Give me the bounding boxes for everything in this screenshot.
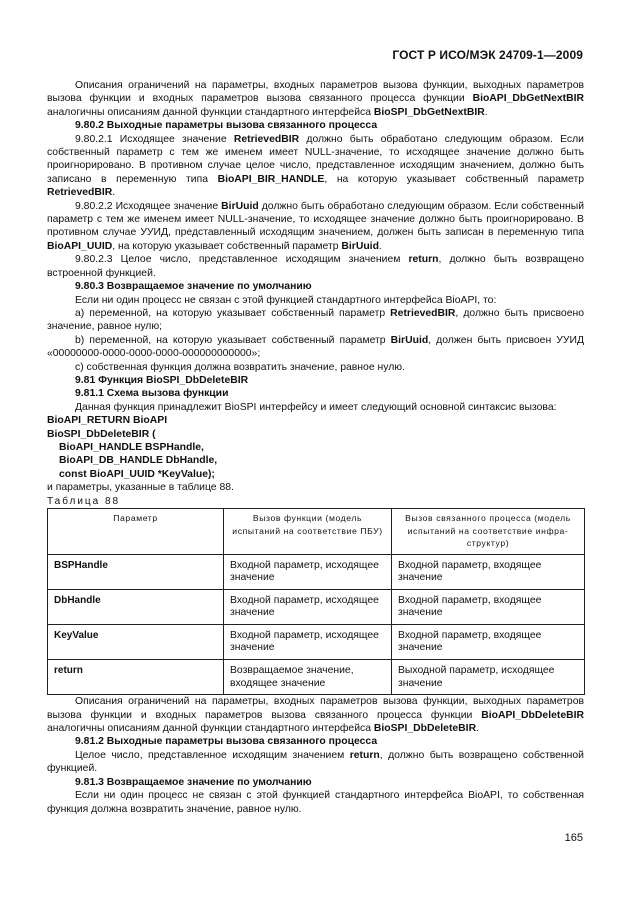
table-row: [48, 624, 585, 659]
parameter-name-cell: BSPHandle: [48, 554, 224, 589]
paragraph: Данная функция принадлежит BioSPI интерфейсу и имеет следующий основной синтаксис вызова:: [75, 401, 557, 413]
table-caption: Таблица 88: [47, 495, 121, 507]
table-cell: Выходной параметр, исходящее значение: [392, 660, 585, 695]
paragraph: 9.80.2.1 Исходящее значение RetrievedBIR должно быть обработано следующим образом. Если собственный параметр с тем же именем имеет NULL-значение, то исходящее значение должно быть проигнорировано. В противном случае целое число, представленное исходящим значением, должно быть записано в переменную типа BioAPI_BIR_HANDLE, на которую указывает собственный параметр RetrievedBIR.: [47, 133, 585, 199]
table-cell: Возвращаемое значение, входящее значение: [224, 660, 392, 695]
table-cell: Входной параметр, входящее значение: [392, 554, 585, 589]
section-heading: 9.81 Функция BioSPI_DbDeleteBIR: [75, 374, 249, 386]
table-header-row: [48, 509, 585, 555]
list-item: c) собственная функция должна возвратить значение, равное нулю.: [75, 361, 405, 373]
parameter-name-cell: return: [48, 660, 224, 695]
section-heading: 9.80.3 Возвращаемое значение по умолчанию: [75, 281, 312, 293]
paragraph: 9.80.2.3 Целое число, представленное исходящим значением return, должно быть возвращено встроенной функцией.: [47, 254, 584, 279]
paragraph: Если ни один процесс не связан с этой функцией стандартного интерфейса BioAPI, то собственная функция должна возвратить значение, равное нулю.: [47, 790, 584, 815]
table-row: [48, 589, 585, 624]
paragraph: Целое число, представленное исходящим значением return, должно быть возвращено собственной функцией.: [47, 749, 584, 775]
column-header: Параметр: [48, 509, 224, 555]
section-heading: 9.80.2 Выходные параметры вызова связанного процесса: [75, 120, 378, 132]
parameter-name-cell: DbHandle: [48, 589, 224, 624]
table-row: [48, 554, 585, 589]
parameters-table: [47, 508, 585, 695]
list-item: a) переменной, на которую указывает собственный параметр RetrievedBIR, должно быть присвоено значение, равное нулю;: [47, 307, 584, 333]
document-header: ГОСТ Р ИСО/МЭК 24709-1—2009: [392, 48, 583, 62]
page-number: 165: [564, 832, 583, 844]
section-heading: 9.81.1 Схема вызова функции: [75, 388, 229, 400]
code-line: const BioAPI_UUID *KeyValue);: [59, 468, 215, 480]
section-heading: 9.81.3 Возвращаемое значение по умолчанию: [75, 776, 312, 788]
table-cell: Входной параметр, исходящее значение: [224, 554, 392, 589]
paragraph: Если ни один процесс не связан с этой функцией стандартного интерфейса BioAPI, то:: [75, 294, 497, 306]
paragraph: Описания ограничений на параметры, входных параметров вызова функции, выходных параметров вызова функции и входных параметров вызова связанного процесса функции BioAPI_DbDeleteBIR аналогичны описаниям данной функции стандартного интерфейса BioSPI_DbDeleteBIR.: [47, 696, 584, 735]
column-header: Вызов связанного процесса (модель испытаний на соответствие инфра- структур): [392, 509, 585, 555]
table-cell: Входной параметр, исходящее значение: [224, 589, 392, 624]
page-body: [47, 79, 584, 816]
list-item: b) переменной, на которую указывает собственный параметр BirUuid, должен быть присвоен УУИД «00000000-0000-0000-0000-000000000000»;: [47, 334, 584, 360]
section-heading: 9.81.2 Выходные параметры вызова связанного процесса: [75, 736, 378, 748]
paragraph: 9.80.2.2 Исходящее значение BirUuid должно быть обработано следующим образом. Если собственный параметр с тем же именем имеет NULL-значение, то исходящее значение должно быть проигнорировано. В противном случае УУИД, представленный исходящим значением, должен быть записан в переменную типа BioAPI_UUID, на которую указывает собственный параметр BirUuid.: [47, 200, 584, 252]
table-cell: Входной параметр, исходящее значение: [224, 624, 392, 659]
code-line: BioAPI_HANDLE BSPHandle,: [59, 441, 204, 453]
code-line: BioAPI_RETURN BioAPI: [47, 415, 168, 427]
paragraph: Описания ограничений на параметры, входных параметров вызова функции, выходных параметров вызова функции и входных параметров вызова связанного процесса функции BioAPI_DbGetNextBIR аналогичны описаниям данной функции стандартного интерфейса BioSPI_DbGetNextBIR.: [47, 80, 584, 118]
table-row: [48, 660, 585, 695]
code-line: BioAPI_DB_HANDLE DbHandle,: [59, 455, 218, 467]
table-cell: Входной параметр, входящее значение: [392, 589, 585, 624]
code-line: BioSPI_DbDeleteBIR (: [47, 428, 156, 440]
paragraph: и параметры, указанные в таблице 88.: [47, 482, 234, 494]
table-cell: Входной параметр, входящее значение: [392, 624, 585, 659]
parameter-name-cell: KeyValue: [48, 624, 224, 659]
column-header: Вызов функции (модель испытаний на соответствие ПБУ): [224, 509, 392, 555]
